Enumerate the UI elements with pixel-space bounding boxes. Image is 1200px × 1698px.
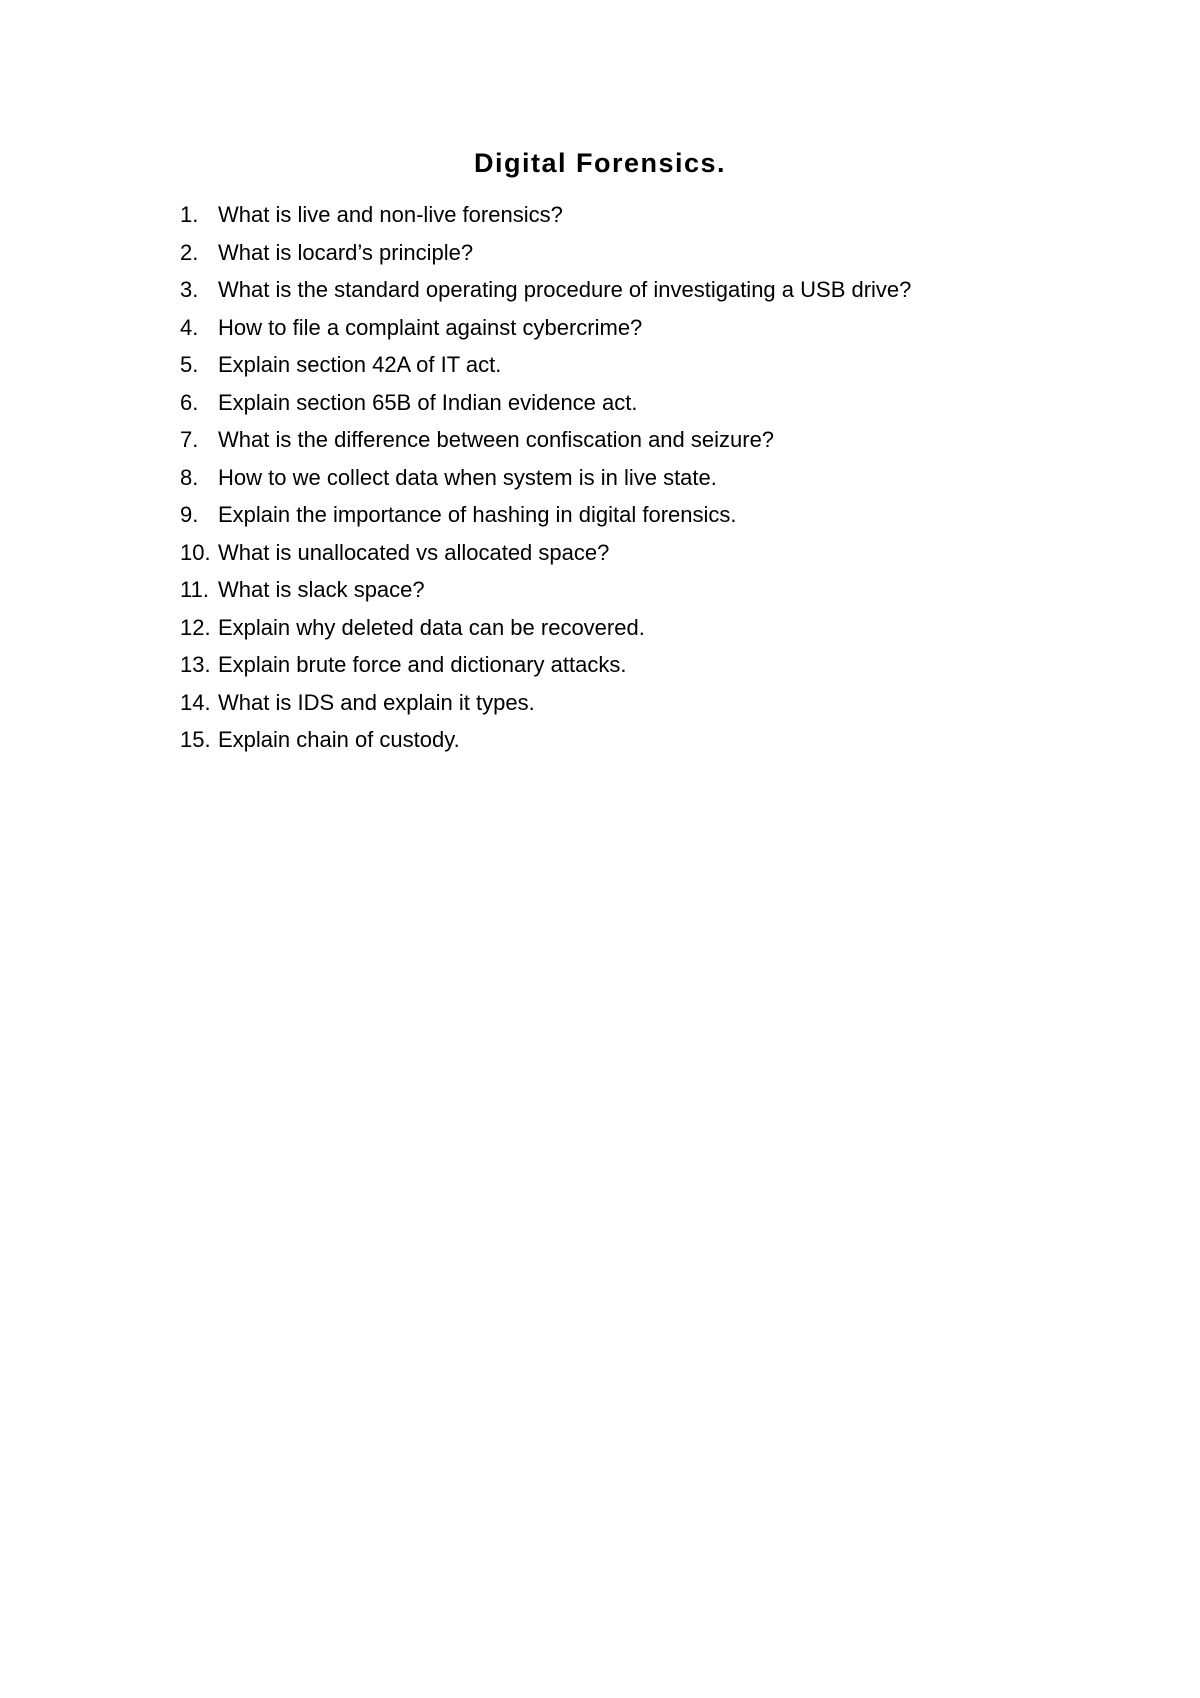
- question-item: [180, 463, 911, 501]
- question-item: [180, 313, 911, 351]
- question-number: 8.: [180, 464, 199, 490]
- question-item: [180, 688, 911, 726]
- question-text: How to we collect data when system is in live state.: [218, 464, 717, 490]
- question-item: [180, 613, 911, 651]
- question-text: What is the standard operating procedure of investigating a USB drive?: [218, 277, 912, 302]
- question-text: Explain brute force and dictionary attacks.: [218, 652, 627, 677]
- question-text: Explain the importance of hashing in digital forensics.: [218, 502, 737, 527]
- question-item: [180, 200, 911, 238]
- question-number: 12.: [180, 614, 211, 640]
- question-number: 6.: [180, 389, 199, 415]
- question-text: Explain why deleted data can be recovered.: [218, 614, 645, 640]
- question-number: 7.: [180, 427, 199, 452]
- question-list: [180, 200, 911, 763]
- question-text: Explain section 65B of Indian evidence act.: [218, 389, 638, 415]
- document-title: Digital Forensics.: [473, 148, 727, 178]
- question-item: [180, 500, 911, 538]
- question-number: 9.: [180, 502, 199, 527]
- question-text: What is slack space?: [218, 577, 425, 602]
- question-item: [180, 425, 911, 463]
- question-number: 13.: [180, 652, 211, 677]
- question-text: What is live and non-live forensics?: [218, 202, 563, 227]
- question-text: What is unallocated vs allocated space?: [218, 539, 610, 565]
- question-number: 15.: [180, 727, 211, 752]
- question-text: Explain section 42A of IT act.: [218, 352, 502, 377]
- question-number: 14.: [180, 689, 211, 715]
- question-item: [180, 275, 911, 313]
- question-number: 4.: [180, 314, 199, 340]
- question-item: [180, 350, 911, 388]
- question-item: [180, 388, 911, 426]
- question-text: Explain chain of custody.: [218, 727, 460, 752]
- question-number: 2.: [180, 239, 199, 265]
- question-item: [180, 725, 911, 763]
- question-item: [180, 538, 911, 576]
- question-number: 5.: [180, 352, 199, 377]
- question-text: What is locard’s principle?: [218, 239, 474, 265]
- question-text: How to file a complaint against cybercrime?: [218, 314, 643, 340]
- question-number: 3.: [180, 277, 199, 302]
- question-number: 10.: [180, 539, 211, 565]
- question-item: [180, 650, 911, 688]
- question-text: What is IDS and explain it types.: [218, 689, 535, 715]
- question-text: What is the difference between confiscation and seizure?: [218, 427, 775, 452]
- question-item: [180, 575, 911, 613]
- question-number: 11.: [180, 577, 209, 602]
- question-item: [180, 238, 911, 276]
- question-number: 1.: [180, 202, 199, 227]
